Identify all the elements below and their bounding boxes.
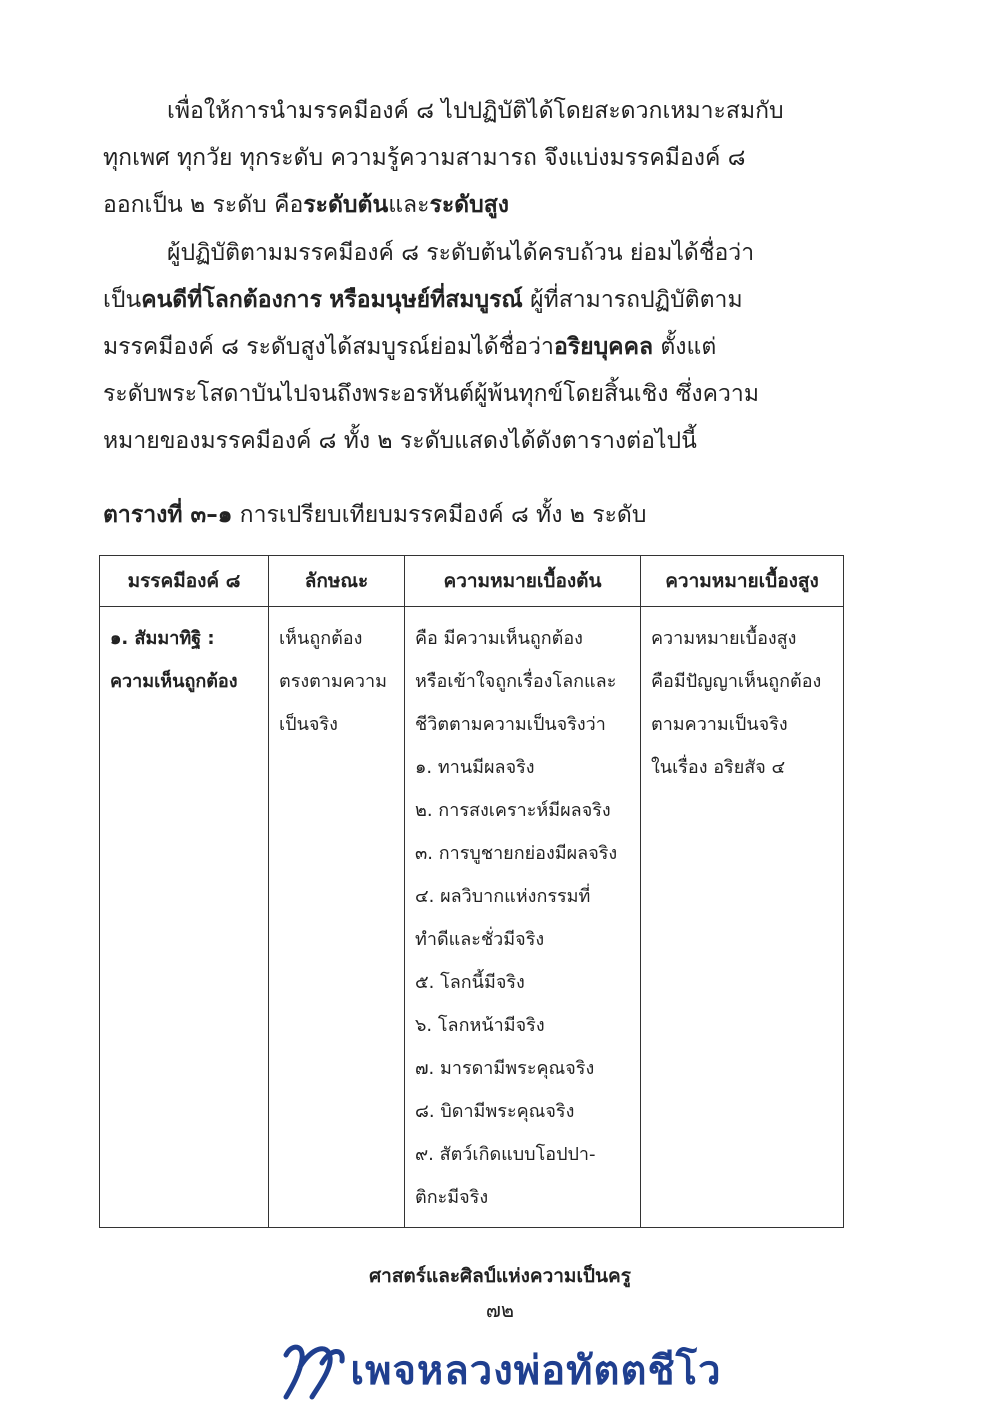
paragraph-2-line-5: หมายของมรรคมีองค์ ๘ ทั้ง ๒ ระดับแสดงได้ดังตารางต่อไปนี้ (103, 428, 697, 454)
header-basic-meaning: ความหมายเบื้องต้น (405, 556, 641, 607)
paragraph-1-line-2: ทุกเพศ ทุกวัย ทุกระดับ ความรู้ความสามารถ จึงแบ่งมรรคมีองค์ ๘ (103, 145, 746, 171)
paragraph-1-line-3: ออกเป็น ๒ ระดับ คือระดับต้นและระดับสูง (103, 192, 509, 218)
table-caption-text: การเปรียบเทียบมรรคมีองค์ ๘ ทั้ง ๒ ระดับ (239, 502, 647, 528)
header-advanced-meaning: ความหมายเบื้องสูง (641, 556, 844, 607)
paragraph-1 (103, 88, 843, 229)
header-path: มรรคมีองค์ ๘ (100, 556, 269, 607)
paragraph-2-line-1: ผู้ปฏิบัติตามมรรคมีองค์ ๘ ระดับต้นได้ครบถ้วน ย่อมได้ชื่อว่า (167, 240, 755, 266)
header-trait: ลักษณะ (269, 556, 405, 607)
paragraph-2-line-3: มรรคมีองค์ ๘ ระดับสูงได้สมบูรณ์ย่อมได้ชื่อว่าอริยบุคคล ตั้งแต่ (103, 334, 717, 360)
comparison-table (99, 555, 844, 1228)
paragraph-1-line-1: เพื่อให้การนำมรรคมีองค์ ๘ ไปปฏิบัติได้โดยสะดวกเหมาะสมกับ (167, 98, 784, 124)
cell-trait: เห็นถูกต้อง ตรงตามความ เป็นจริง (269, 607, 405, 1228)
cell-advanced-meaning: ความหมายเบื้องสูง คือมีปัญญาเห็นถูกต้อง ตามความเป็นจริง ในเรื่อง อริยสัจ ๔ (641, 607, 844, 1228)
paragraph-2-line-4: ระดับพระโสดาบันไปจนถึงพระอรหันต์ผู้พ้นทุกข์โดยสิ้นเชิง ซึ่งความ (103, 381, 759, 407)
brand-mark-icon (278, 1337, 348, 1403)
table-caption-label: ตารางที่ ๓–๑ (103, 502, 233, 528)
table-caption (103, 495, 646, 535)
cell-path: ๑. สัมมาทิฐิ : ความเห็นถูกต้อง (100, 607, 269, 1228)
table-header-row (100, 556, 844, 607)
cell-basic-meaning: คือ มีความเห็นถูกต้อง หรือเข้าใจถูกเรื่องโลกและ ชีวิตตามความเป็นจริงว่า ๑. ทานมีผลจริง ๒. การสงเคราะห์มีผลจริง ๓. การบูชายกย่องมีผลจริง ๔. ผลวิบากแห่งกรรมที่ ทำดีและชั่วมีจริง ๕. โลกนี้มีจริง ๖. โลกหน้ามีจริง ๗. มารดามีพระคุณจริง ๘. บิดามีพระคุณจริง ๙. สัตว์เกิดแบบโอปปา- ติกะมีจริง (405, 607, 641, 1228)
paragraph-2 (103, 230, 843, 465)
brand-text: เพจหลวงพ่อทัตตชีโว (350, 1348, 722, 1394)
paragraph-2-line-2: เป็นคนดีที่โลกต้องการ หรือมนุษย์ที่สมบูรณ์ ผู้ที่สามารถปฏิบัติตาม (103, 287, 743, 313)
brand-logo (0, 1335, 1000, 1405)
footer-book-title: ศาสตร์และศิลป์แห่งความเป็นครู (369, 1265, 631, 1287)
page-number: ๗๒ (485, 1298, 515, 1322)
table-row (100, 607, 844, 1228)
